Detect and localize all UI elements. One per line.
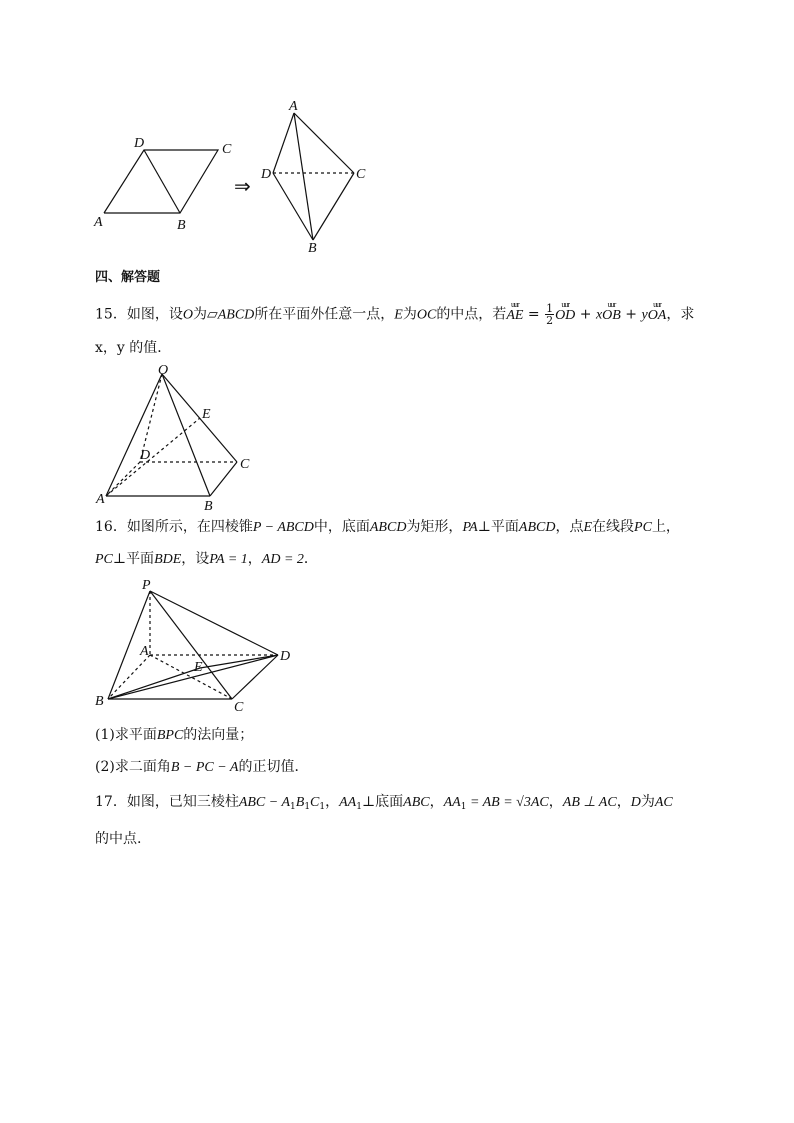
fold-figure	[88, 95, 388, 260]
q16-text: 的正切值．	[238, 759, 309, 775]
plus: +	[620, 306, 642, 323]
q17-plane: ABC	[403, 795, 430, 810]
q15-quad: ABCD	[217, 307, 255, 323]
label-e: E	[202, 407, 211, 422]
q15-segment: OC	[416, 307, 437, 323]
edge-oa	[106, 374, 162, 496]
q16-text: (2)求二面角	[95, 759, 171, 775]
q16-plane: ABCD	[518, 520, 556, 535]
q16-sub1	[95, 725, 253, 746]
label-d: D	[140, 448, 151, 463]
var-x: x	[595, 307, 603, 323]
denominator: 2	[546, 314, 554, 327]
perp-symbol: ⊥	[112, 551, 127, 567]
label-c: C	[222, 142, 232, 157]
q17-segment: AA	[443, 795, 461, 810]
q16-text: 上，	[651, 519, 680, 535]
q16-text: 中，底面	[313, 519, 370, 535]
q16-dihedral: B − PC − A	[170, 760, 239, 775]
q16-segment: PC	[634, 520, 652, 535]
q17-equation: = AB = √3AC	[466, 795, 549, 810]
label-c: C	[234, 700, 244, 715]
q17-vertex: C	[310, 795, 320, 810]
label-a: A	[96, 492, 105, 507]
label-p: P	[142, 578, 151, 593]
q17-text: 如图，已知三棱柱	[126, 794, 239, 810]
q16-text: ，点	[555, 519, 584, 535]
q15-line2: x，y 的值．	[95, 340, 172, 356]
subscript: 1	[290, 802, 296, 812]
q15-point: O	[182, 307, 193, 323]
q17-vertex: B	[295, 795, 305, 810]
q15-line1	[95, 303, 694, 326]
comma: ，	[548, 794, 563, 810]
vector-ae: uur AE	[506, 306, 523, 326]
edge-db	[273, 173, 313, 240]
edge-pc	[150, 591, 232, 699]
subscript: 1	[319, 802, 326, 812]
q15-text: ，求	[666, 306, 695, 323]
q15-number: 15．	[95, 306, 127, 323]
comma: ，	[325, 794, 340, 810]
q16-text: 的法向量；	[183, 727, 254, 743]
q16-text: ，设	[181, 551, 210, 567]
label-b: B	[204, 499, 213, 512]
edge-ac	[294, 113, 354, 173]
edge-ob	[162, 374, 210, 496]
perp-symbol: ⊥	[477, 519, 491, 535]
q16-plane: BDE	[154, 552, 182, 567]
q16-text: 平面	[490, 519, 519, 535]
edge-cb	[313, 173, 354, 240]
subscript: 1	[356, 802, 362, 812]
q16-sub2	[95, 757, 308, 778]
q17-line1	[95, 792, 673, 817]
label-c: C	[240, 457, 250, 472]
pyramid-figure-q15	[92, 362, 262, 512]
segment-ae-hidden	[106, 418, 200, 496]
plus: +	[575, 306, 596, 323]
subscript: 1	[304, 802, 311, 812]
label-a: A	[94, 215, 103, 230]
equals: =	[523, 306, 545, 323]
section-heading: 四、解答题	[95, 270, 161, 285]
subscript: 1	[460, 802, 467, 812]
edge-ad	[273, 113, 294, 173]
var-y: y	[641, 307, 648, 323]
comma: ，	[247, 551, 262, 567]
q16-text: 平面	[126, 551, 155, 567]
q16-line1	[95, 517, 680, 538]
q16-segment: PC	[95, 552, 113, 567]
q17-perp: AB ⊥ AC	[562, 795, 617, 810]
q16-text: (1)求平面	[95, 727, 157, 743]
q15-text: 为	[192, 306, 207, 323]
label-e: E	[194, 660, 203, 675]
q17-text: ⊥底面	[361, 794, 404, 810]
q16-number: 16．	[95, 519, 127, 535]
q15-text: 的中点，若	[436, 306, 507, 323]
q15-text: 为	[402, 306, 417, 323]
q16-text: 如图所示，在四棱锥	[126, 519, 253, 535]
q17-line2: 的中点.	[95, 831, 142, 847]
label-b: B	[177, 218, 186, 233]
vector-od: uur OD	[555, 306, 575, 326]
comma: ，	[429, 794, 444, 810]
edge-bc	[210, 462, 237, 496]
q15-point: E	[394, 307, 403, 323]
edge-ab	[294, 113, 313, 240]
q17-number: 17．	[95, 794, 127, 810]
q15-text: 如图，设	[126, 306, 183, 323]
comma: ，	[616, 794, 631, 810]
q16-pyramid: P − ABCD	[252, 520, 314, 535]
vector-ob: uur OB	[602, 306, 621, 326]
label-d2: D	[261, 167, 272, 182]
q17-segment: AA	[339, 795, 357, 810]
q16-text: 为矩形，	[406, 519, 463, 535]
q16-plane: BPC	[156, 728, 184, 743]
vector-oa: uur OA	[648, 306, 667, 326]
label-d: D	[280, 649, 291, 664]
q17-point: D	[630, 795, 641, 810]
label-b: B	[95, 694, 104, 709]
q17-prism: ABC − A	[238, 795, 291, 810]
label-d: D	[134, 136, 145, 151]
parallelogram	[104, 150, 218, 213]
label-c2: C	[356, 167, 366, 182]
q16-line2	[95, 549, 318, 570]
parallelogram-symbol: ▱	[206, 306, 218, 323]
label-a2: A	[289, 99, 298, 114]
q16-pa-value: PA = 1	[209, 552, 248, 567]
diagonal-db	[144, 150, 180, 213]
q17-segment: AC	[654, 795, 673, 810]
q16-text: 在线段	[592, 519, 635, 535]
q16-point: E	[583, 520, 593, 535]
q15-text: 所在平面外任意一点，	[254, 306, 395, 323]
period: ．	[303, 551, 318, 567]
q16-base: ABCD	[369, 520, 407, 535]
q16-ad-value: AD = 2	[261, 552, 304, 567]
edge-da-hidden	[106, 462, 140, 496]
segment-bd	[108, 655, 278, 699]
pyramid-figure-q16	[90, 575, 300, 715]
q16-segment: PA	[462, 520, 478, 535]
implies-arrow: ⇒	[234, 176, 251, 198]
edge-pd	[150, 591, 278, 655]
label-a: A	[140, 644, 149, 659]
label-b2: B	[308, 241, 317, 256]
q17-text: 为	[640, 794, 655, 810]
label-o: O	[158, 363, 169, 378]
fraction-half	[545, 303, 554, 326]
segment-be	[108, 668, 200, 699]
numerator: 1	[546, 302, 554, 315]
